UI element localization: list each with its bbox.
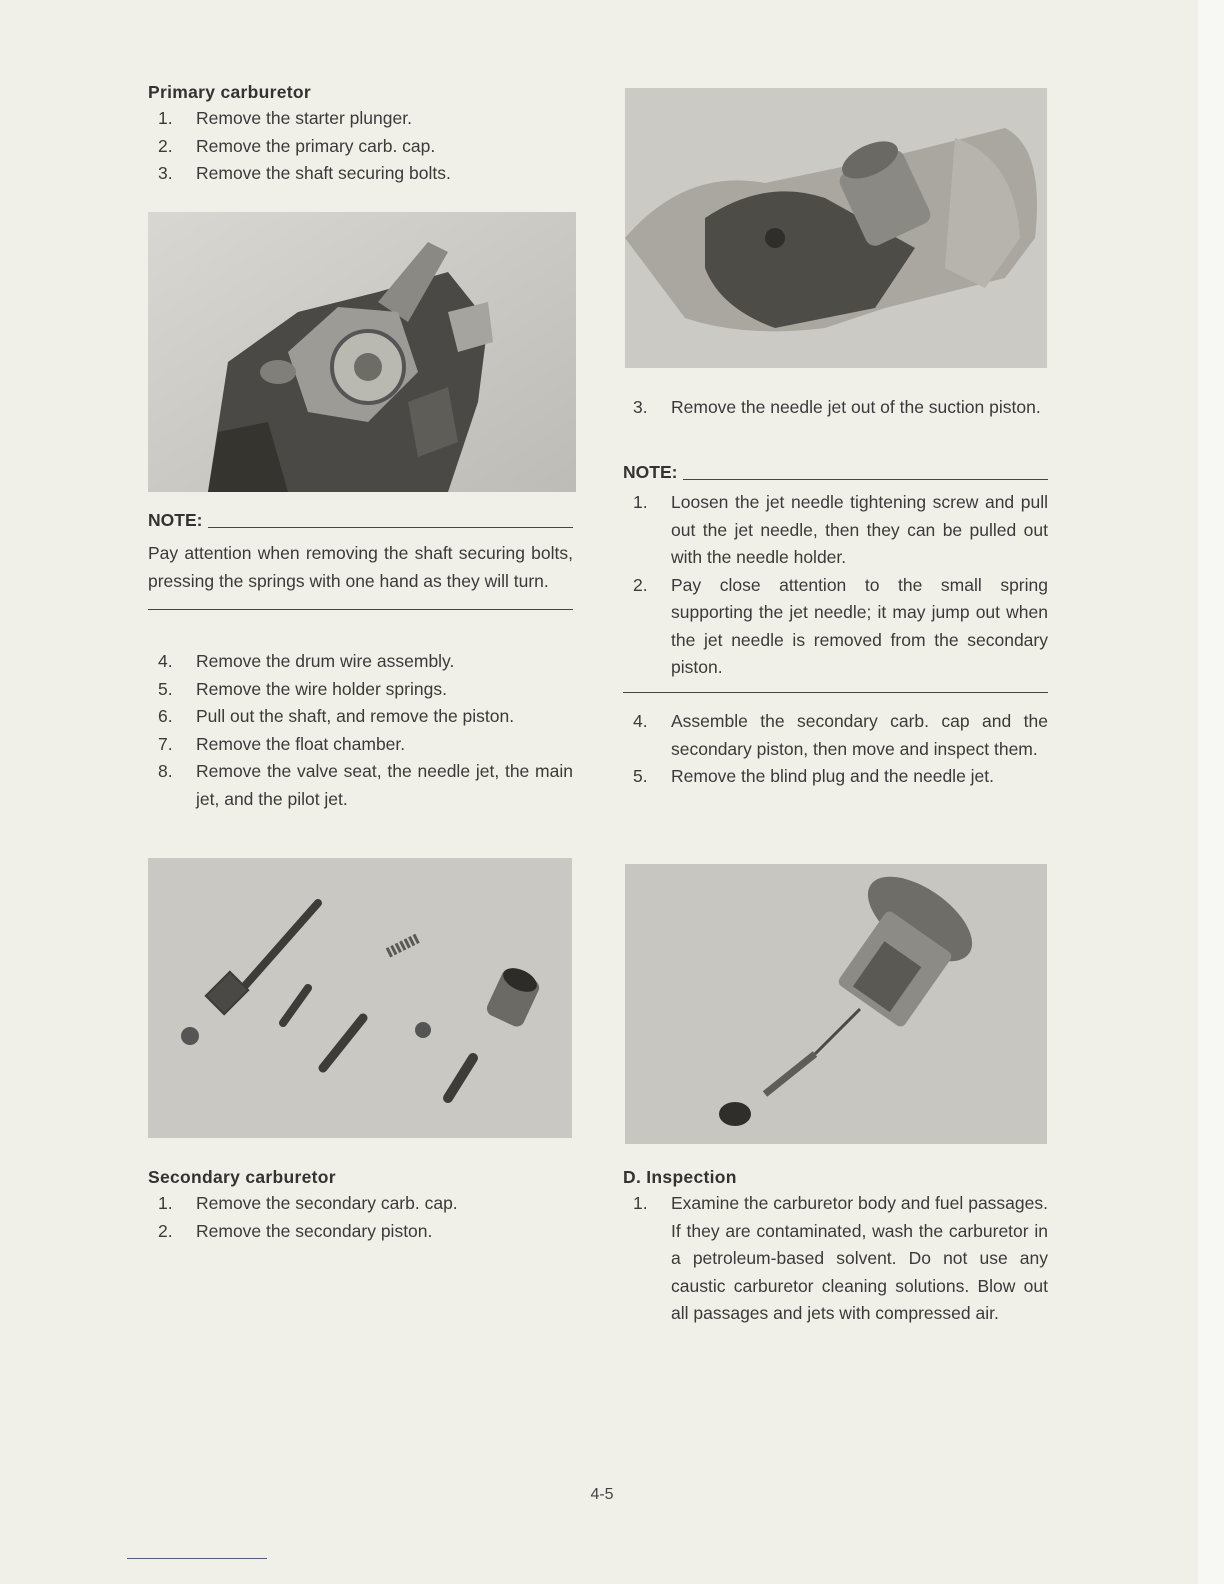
- step3-block: [623, 394, 1048, 422]
- suction-piston-photo: [625, 88, 1047, 368]
- page-edge: [1198, 0, 1224, 1584]
- note-text: Pay attention when removing the shaft securing bolts, pressing the springs with one hand as they will turn.: [148, 543, 573, 591]
- primary-steps-2: [148, 648, 573, 813]
- inspection-heading: D. Inspection: [623, 1167, 737, 1187]
- list-item: 1. Examine the carburetor body and fuel passages. If they are contaminated, wash the carburetor in a petroleum-based solvent. Do not use any caustic carburetor cleaning solutions. Blow out all passages and jets with compressed air.: [633, 1193, 1048, 1323]
- list-item: 1. Remove the secondary carb. cap.: [158, 1193, 458, 1213]
- list-item: 8. Remove the valve seat, the needle jet, the main jet, and the pilot jet.: [158, 761, 573, 809]
- inspection-steps: [623, 1190, 1048, 1328]
- bottom-rule: [127, 1558, 267, 1559]
- list-item: 1. Loosen the jet needle tightening screw and pull out the jet needle, then they can be pulled out with the needle holder.: [633, 492, 1048, 567]
- secondary-section: [148, 1167, 573, 1245]
- list-item: 2. Remove the secondary piston.: [158, 1220, 433, 1241]
- primary-section: [148, 82, 573, 188]
- secondary-heading: Secondary carburetor: [148, 1167, 336, 1187]
- primary-heading: Primary carburetor: [148, 82, 311, 102]
- list-item: 3. Remove the needle jet out of the suction piston.: [633, 397, 1041, 417]
- secondary-steps: [148, 1190, 573, 1245]
- inspection-section: [623, 1167, 1048, 1328]
- list-item: 5. Remove the blind plug and the needle jet.: [633, 766, 995, 786]
- note-end-rule: [148, 609, 573, 610]
- primary-note: [148, 510, 573, 610]
- list-item: 2. Pay close attention to the small spring supporting the jet needle; it may jump out when the jet needle is removed from the secondary piston.: [633, 574, 1048, 677]
- carburetor-shaft-photo: [148, 212, 576, 492]
- page-number: 4-5: [590, 1486, 614, 1503]
- list-item: 5. Remove the wire holder springs.: [158, 678, 447, 699]
- list-item: 4. Remove the drum wire assembly.: [158, 651, 455, 671]
- note-end-rule: [623, 692, 1048, 693]
- list-item: 4. Assemble the secondary carb. cap and the secondary piston, then move and inspect them.: [633, 711, 1048, 759]
- note-header: NOTE:: [623, 462, 1048, 483]
- primary-steps-continued: [148, 648, 573, 813]
- right-steps-block: [623, 708, 1048, 791]
- piston-needle-photo: [625, 864, 1047, 1144]
- list-item: 3. Remove the shaft securing bolts.: [158, 163, 451, 183]
- list-item: 6. Pull out the shaft, and remove the piston.: [158, 706, 515, 726]
- list-item: 1. Remove the starter plunger.: [158, 108, 412, 128]
- note-header: NOTE:: [148, 510, 573, 531]
- list-item: 2. Remove the primary carb. cap.: [158, 135, 436, 156]
- right-note: [623, 462, 1048, 693]
- right-step3: [623, 394, 1048, 422]
- primary-steps: [148, 105, 573, 188]
- jets-parts-photo: [148, 858, 572, 1138]
- note-items: [623, 489, 1048, 692]
- right-steps: [623, 708, 1048, 791]
- list-item: 7. Remove the float chamber.: [158, 733, 406, 754]
